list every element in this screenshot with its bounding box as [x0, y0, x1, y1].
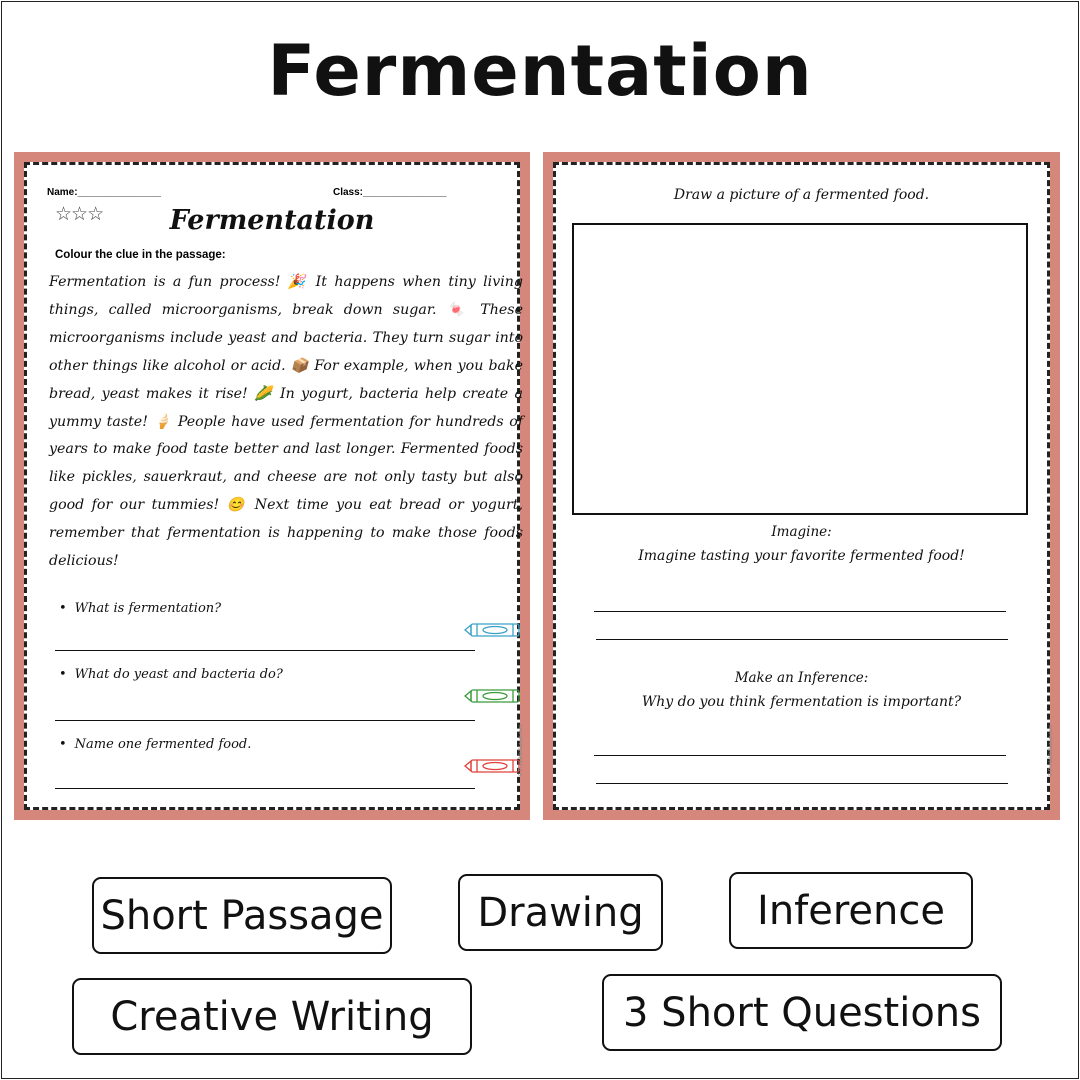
writing-line[interactable]: [594, 755, 1006, 756]
writing-line[interactable]: [596, 783, 1008, 784]
instruction-text: Colour the clue in the passage:: [55, 249, 226, 261]
page-dashed-border: [553, 162, 1054, 810]
tag-drawing: Drawing: [458, 874, 663, 951]
question-3: • Name one fermented food.: [59, 737, 251, 752]
worksheet-title: Fermentation: [169, 205, 375, 236]
drawing-prompt: Draw a picture of a fermented food.: [673, 187, 930, 203]
main-title: Fermentation: [267, 30, 813, 112]
page-dashed-border: [24, 162, 524, 810]
rating-stars-icon: ☆☆☆: [55, 204, 104, 225]
imagine-heading: Imagine:: [771, 524, 832, 540]
imagine-prompt: Imagine tasting your favorite fermented food!: [638, 548, 965, 564]
answer-line-2[interactable]: [55, 720, 475, 721]
question-1: • What is fermentation?: [59, 601, 221, 616]
writing-line[interactable]: [596, 639, 1008, 640]
crayon-blue-icon: [463, 621, 523, 639]
reading-passage: Fermentation is a fun process! 🎉 It happens when tiny living things, called microorganisms, break down sugar. 🍬 These microorganisms include yeast and bacteria. They turn sugar into other things like alcohol or acid. 📦 For example, when you bake bread, yeast makes it rise! 🌽 In yogurt, bacteria help create a yummy taste! 🍦 People have used fermentation for hundreds of years to make food taste better and last longer. Fermented foods like pickles, sauerkraut, and cheese are not only tasty but also good for our tummies! 😊 Next time you eat bread or yogurt, remember that fermentation is happening to make those foods delicious!: [49, 274, 523, 570]
copyright-watermark: © PrintableBazaar.com: [1048, 725, 1054, 777]
class-field-label: Class:_______________: [333, 187, 447, 198]
answer-line-1[interactable]: [55, 650, 475, 651]
name-field-label: Name:_______________: [47, 187, 161, 198]
drawing-box[interactable]: [572, 223, 1028, 515]
answer-line-3[interactable]: [55, 788, 475, 789]
inference-prompt: Why do you think fermentation is important?: [641, 694, 962, 710]
inference-heading: Make an Inference:: [734, 670, 869, 686]
tag-short-passage: Short Passage: [92, 877, 392, 954]
worksheet-page-drawing: [543, 152, 1060, 820]
tag-3-short-questions: 3 Short Questions: [602, 974, 1002, 1051]
question-2: • What do yeast and bacteria do?: [59, 667, 283, 682]
tag-inference: Inference: [729, 872, 973, 949]
tag-creative-writing: Creative Writing: [72, 978, 472, 1055]
writing-line[interactable]: [594, 611, 1006, 612]
worksheet-page-passage: [14, 152, 530, 820]
copyright-watermark: © PrintableBazaar.com: [518, 725, 524, 777]
crayon-green-icon: [463, 687, 523, 705]
crayon-red-icon: [463, 757, 523, 775]
